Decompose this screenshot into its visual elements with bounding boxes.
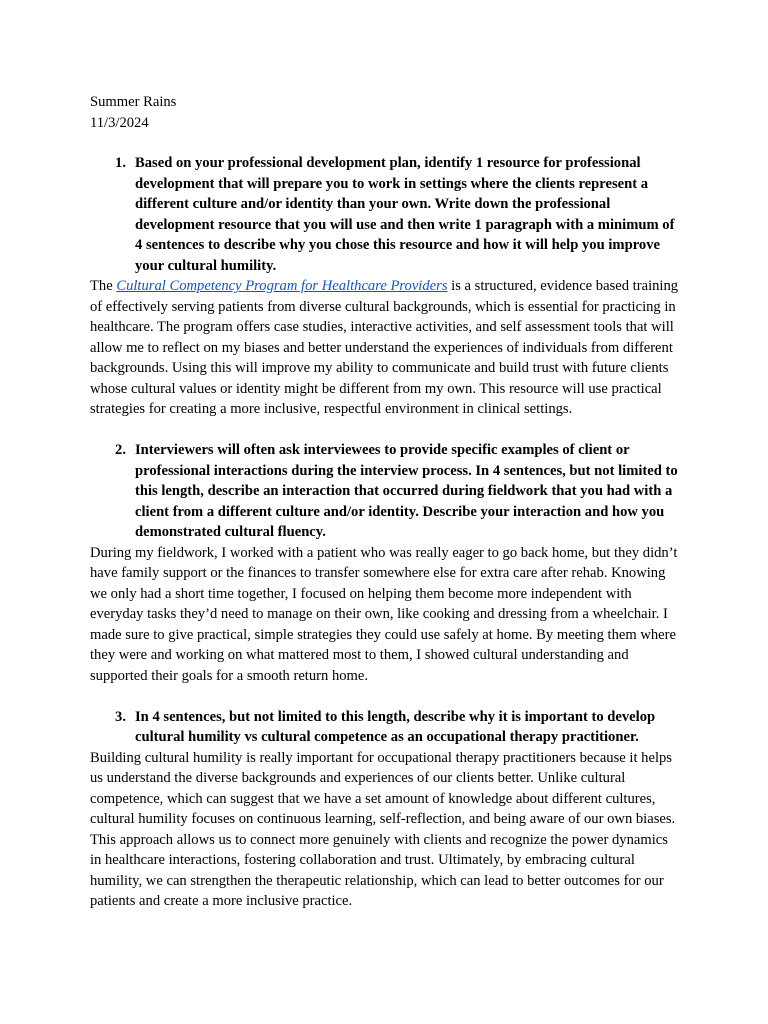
question-3 — [90, 707, 680, 748]
spacer — [90, 420, 680, 441]
question-number: 2. — [115, 442, 126, 458]
question-number: 1. — [115, 155, 126, 171]
question-1 — [90, 153, 680, 276]
spacer — [90, 686, 680, 707]
answer-text: The — [90, 278, 117, 294]
author-name: Summer Rains — [90, 94, 177, 110]
answer-1 — [90, 276, 680, 420]
document-date: 11/3/2024 — [90, 114, 149, 131]
question-2 — [90, 440, 680, 543]
document-page — [90, 92, 680, 912]
question-prompt: In 4 sentences, but not limited to this length, describe why it is important to develop cultural humility vs cultural competence as an occupational therapy practitioner. — [135, 708, 656, 745]
answer-3: Building cultural humility is really important for occupational therapy practitioners because it helps us understand the diverse backgrounds and experiences of our clients better. Unlike cultural competence, which can suggest that we have a set amount of knowledge about different cultures, cultural humility focuses on continuous learning, self-reflection, and being aware of our own biases. This approach allows us to connect more genuinely with clients and recognize the power dynamics in healthcare interactions, fostering collaboration and trust. Ultimately, by embracing cultural humility, we can strengthen the therapeutic relationship, which can lead to better outcomes for our patients and create a more inclusive practice. — [90, 749, 676, 909]
answer-text: is a structured, evidence based training of effectively serving patients from diverse cultural backgrounds, which is essential for practicing in healthcare. The program offers case studies, interactive activities, and self assessment tools that will allow me to reflect on my biases and better understand the experiences of individuals from different backgrounds. Using this will improve my ability to communicate and build trust with future clients whose cultural values or identity might be different from my own. This resource will use practical strategies for creating a more inclusive, respectful environment in clinical settings. — [90, 278, 679, 417]
resource-link[interactable]: Cultural Competency Program for Healthcare Providers — [116, 278, 448, 294]
answer-2: During my fieldwork, I worked with a patient who was really eager to go back home, but they didn’t have family support or the finances to transfer somewhere else for extra care after rehab. Knowing we only had a short time together, I focused on helping them become more independent with everyday tasks they’d need to manage on their own, like cooking and dressing from a wheelchair. I made sure to give practical, simple strategies they could use safely at home. By meeting them where they were and working on what mattered most to them, I showed cultural understanding and supported their goals for a smooth return home. — [90, 544, 678, 684]
question-prompt: Interviewers will often ask interviewees to provide specific examples of client or professional interactions during the interview process. In 4 sentences, but not limited to this length, describe an interaction that occurred during fieldwork that you had with a client from a different culture and/or identity. Describe your interaction and how you demonstrated cultural fluency. — [135, 442, 678, 540]
question-number: 3. — [115, 708, 126, 725]
question-prompt: Based on your professional development plan, identify 1 resource for professional development that will prepare you to work in settings where the clients represent a different culture and/or identity than your own. Write down the professional development resource that you will use and then write 1 paragraph with a minimum of 4 sentences to describe why you chose this resource and how it will help you improve your cultural humility. — [135, 155, 675, 274]
spacer — [90, 133, 680, 153]
